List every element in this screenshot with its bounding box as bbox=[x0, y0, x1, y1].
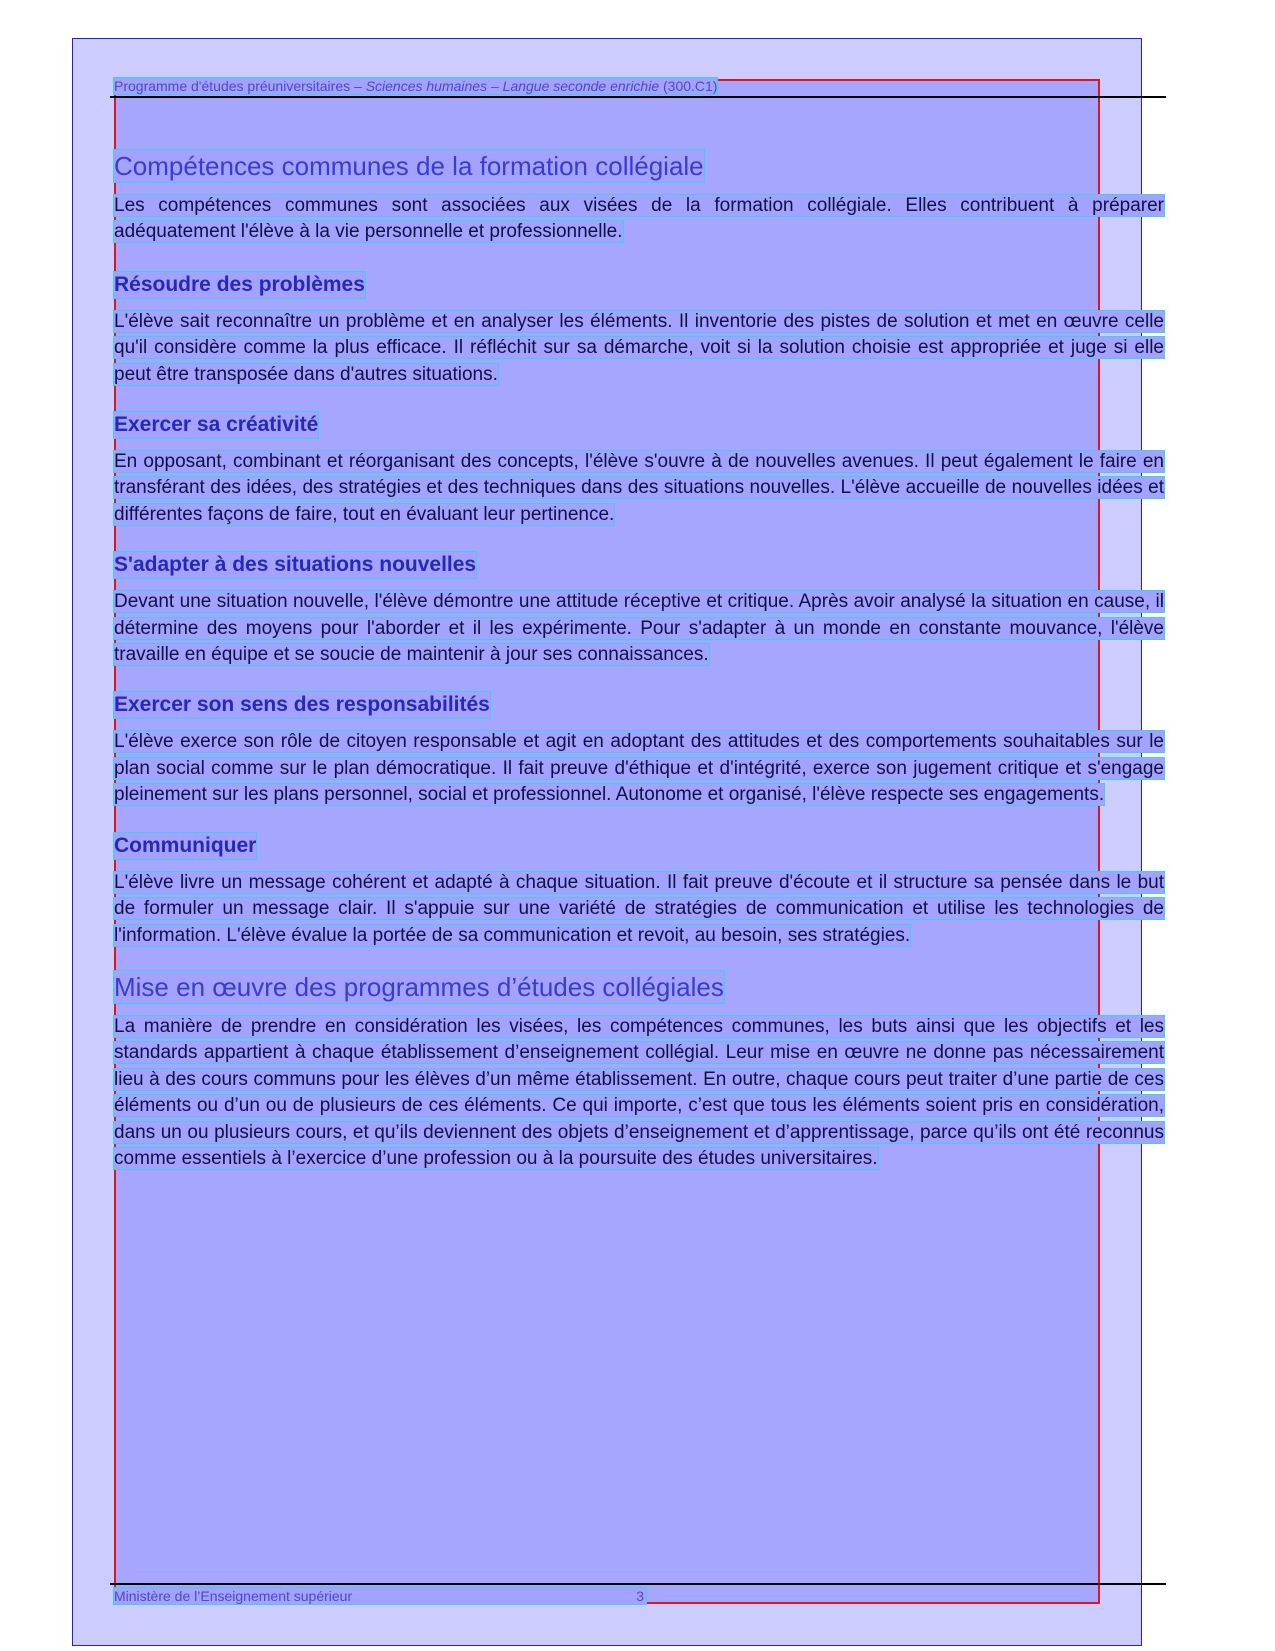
section-paragraph: L'élève sait reconnaître un problème et en analyser les éléments. Il inventorie des pistes de solution et met en œuvre celle qu'il considère comme la plus efficace. Il réfléchit sur sa démarche, voit si la solution choisie est appropriée et juge si elle peut être transposée dans d'autres situations. bbox=[114, 310, 1164, 385]
section-heading: Mise en œuvre des programmes d’études collégiales bbox=[114, 971, 724, 1002]
subsection-heading: Résoudre des problèmes bbox=[114, 272, 365, 296]
section-paragraph: La manière de prendre en considération les visées, les compétences communes, les buts ainsi que les objectifs et les standards appartient à chaque établissement d’enseignement collégial. Leur mise en œuvre ne donne pas nécessairement lieu à des cours communs pour les élèves d’un même établissement. En outre, chaque cours peut traiter d’une partie de ces éléments ou d’un ou de plusieurs de ces éléments. Ce qui importe, c’est que tous les éléments soient pris en considération, dans un ou plusieurs cours, et qu’ils deviennent des objets d’enseignement et d’apprentissage, parce qu’ils ont été reconnus comme essentiels à l’exercice d’une profession ou à la poursuite des études universitaires. bbox=[114, 1015, 1164, 1169]
header-rule bbox=[110, 96, 1166, 98]
running-header bbox=[114, 78, 717, 94]
running-header-program: Sciences humaines – Langue seconde enrichie bbox=[365, 78, 660, 94]
page-footer bbox=[114, 1588, 646, 1604]
page-number: 3 bbox=[636, 1588, 644, 1604]
section-communiquer bbox=[114, 833, 1164, 949]
subsection-heading: Exercer son sens des responsabilités bbox=[114, 693, 490, 717]
document-body bbox=[114, 150, 1164, 1172]
section-responsabilites bbox=[114, 692, 1164, 808]
footer-ministry: Ministère de l’Enseignement supérieur bbox=[114, 1588, 353, 1604]
section-adapter bbox=[114, 552, 1164, 668]
section-paragraph: Devant une situation nouvelle, l'élève démontre une attitude réceptive et critique. Après avoir analysé la situation en cause, il détermine des moyens pour l'aborder et il les expérimente. Pour s'adapter à un monde en constante mouvance, l'élève travaille en équipe et se soucie de maintenir à jour ses connaissances. bbox=[114, 591, 1164, 666]
subsection-heading: Exercer sa créativité bbox=[114, 413, 319, 437]
running-header-prefix: Programme d'études préuniversitaires – bbox=[114, 78, 366, 94]
section-creativite bbox=[114, 412, 1164, 528]
subsection-heading: Communiquer bbox=[114, 833, 257, 857]
running-header-code: (300.C1) bbox=[659, 78, 718, 94]
section-paragraph: L'élève livre un message cohérent et adapté à chaque situation. Il fait preuve d'écoute et il structure sa pensée dans le but de formuler un message clair. Il s'appuie sur une variété de stratégies de communication et utilise les technologies de l'information. L'élève évalue la portée de sa communication et revoit, au besoin, ses stratégies. bbox=[114, 871, 1164, 946]
section-paragraph: L'élève exerce son rôle de citoyen responsable et agit en adoptant des attitudes et des comportements souhaitables sur le plan social comme sur le plan démocratique. Il fait preuve d'éthique et d'intégrité, exerce son jugement critique et s'engage pleinement sur les plans personnel, social et professionnel. Autonome et organisé, l'élève respecte ses engagements. bbox=[114, 731, 1164, 806]
section-mise-en-oeuvre bbox=[114, 971, 1164, 1172]
footer-rule bbox=[110, 1583, 1166, 1585]
section-paragraph: Les compétences communes sont associées aux visées de la formation collégiale. Elles contribuent à préparer adéquatement l'élève à la vie personnelle et professionnelle. bbox=[114, 195, 1164, 243]
section-paragraph: En opposant, combinant et réorganisant des concepts, l'élève s'ouvre à de nouvelles avenues. Il peut également le faire en transférant des idées, des stratégies et des techniques dans des situations nouvelles. L'élève accueille de nouvelles idées et différentes façons de faire, tout en évaluant leur pertinence. bbox=[114, 451, 1164, 525]
section-heading: Compétences communes de la formation collégiale bbox=[114, 151, 704, 181]
section-competences-communes bbox=[114, 150, 1164, 246]
section-resoudre-problemes bbox=[114, 272, 1164, 388]
subsection-heading: S'adapter à des situations nouvelles bbox=[114, 553, 477, 577]
